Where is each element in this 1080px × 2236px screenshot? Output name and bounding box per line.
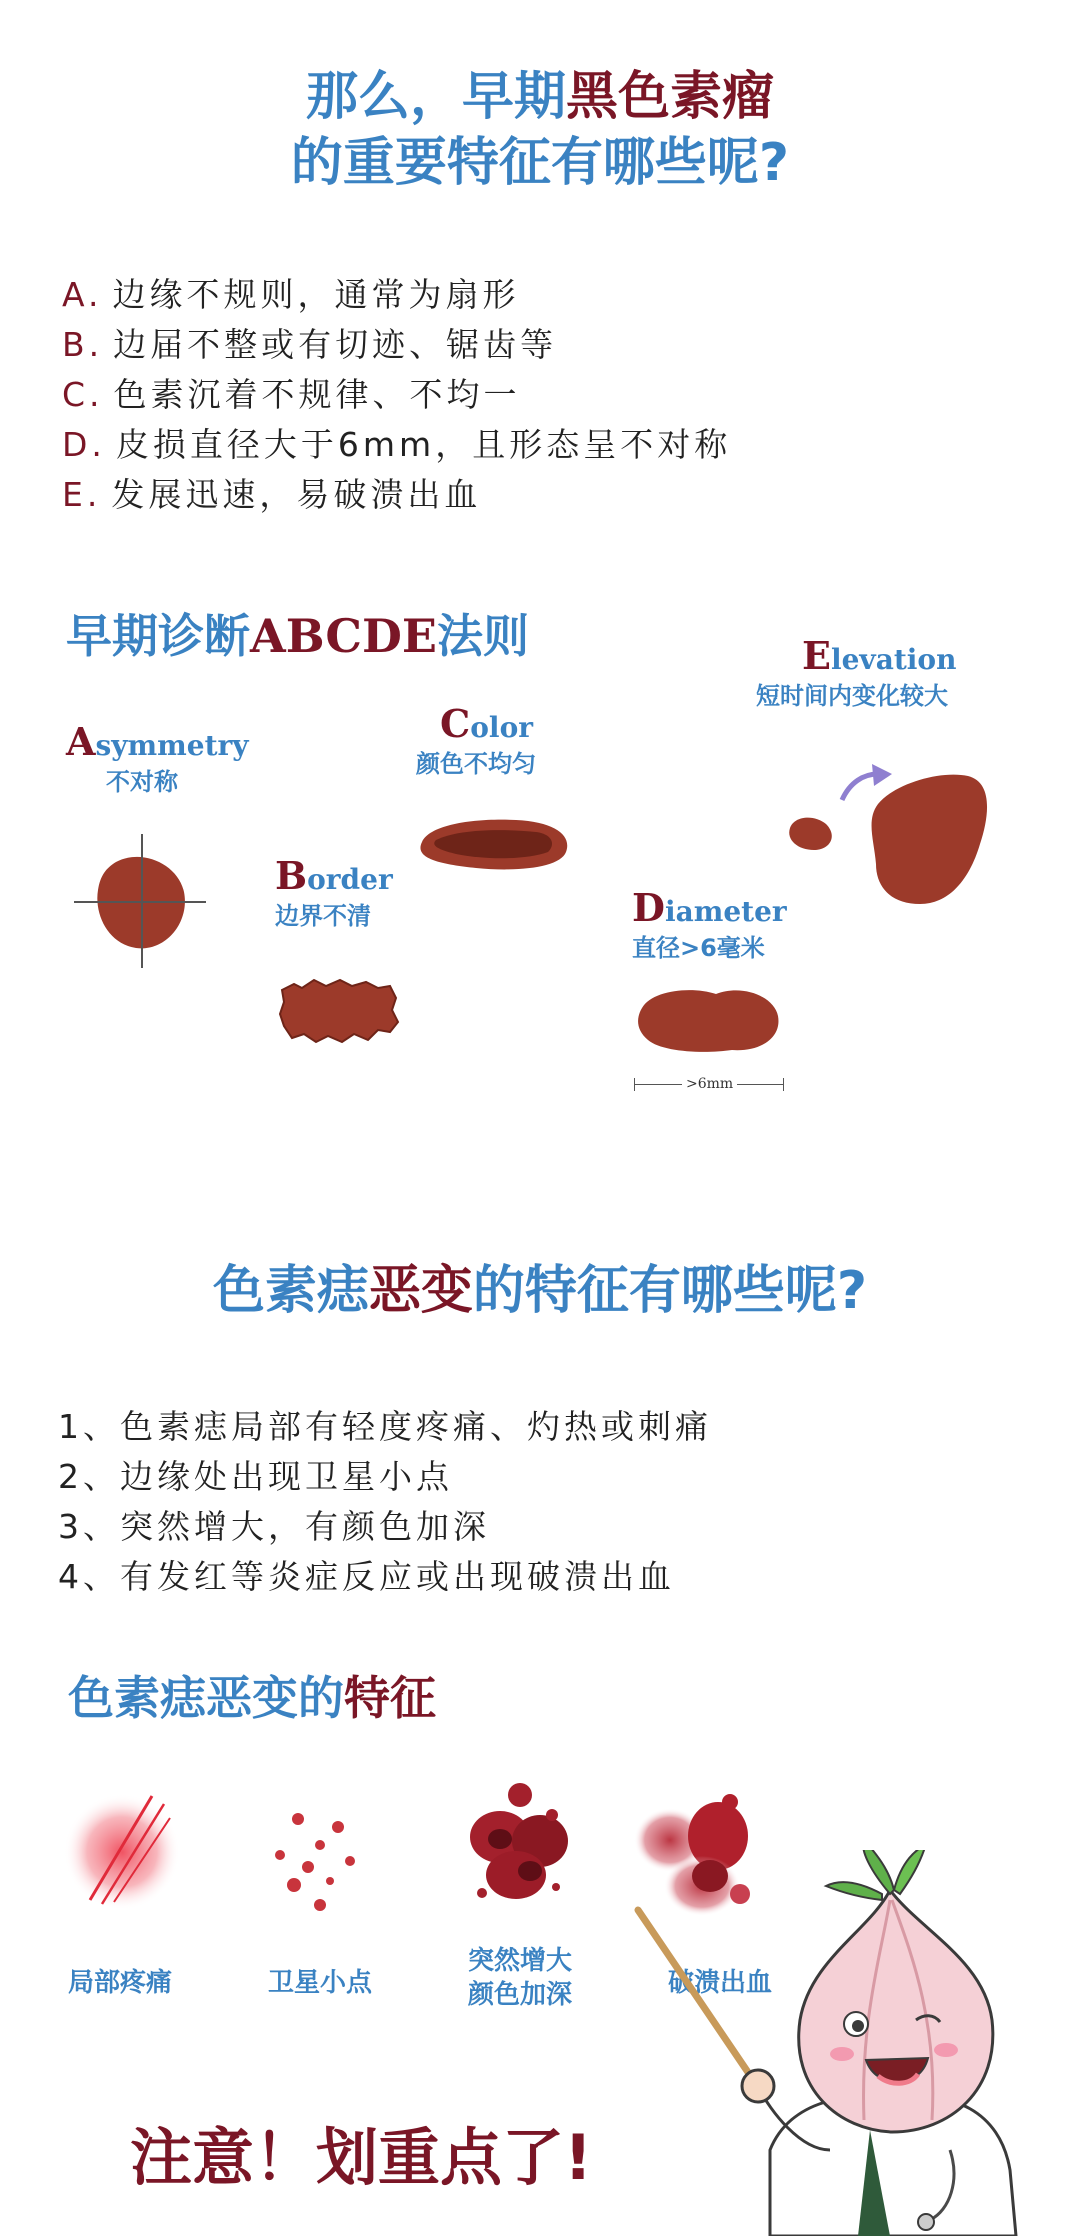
elevation-sub: 短时间内变化较大 — [756, 682, 948, 710]
list-item — [62, 370, 1022, 420]
notice-text: 注意！划重点了! — [130, 2121, 593, 2194]
color-lesion-icon — [416, 810, 576, 880]
diameter-lesion-icon — [632, 980, 792, 1070]
diameter-scale — [634, 1075, 784, 1095]
section2-title — [0, 1258, 1080, 1324]
scale-label: >6mm — [682, 1075, 737, 1093]
elevation-label — [756, 633, 957, 711]
section2-title-highlight: 恶变 — [368, 1261, 473, 1321]
feature-label-enlarge-line1: 突然增大 — [467, 1946, 572, 1976]
asymmetry-initial: A — [66, 719, 96, 764]
elevation-word: levation — [830, 643, 957, 676]
border-initial: B — [275, 853, 308, 898]
elevation-initial: E — [802, 633, 831, 678]
border-lesion-icon — [274, 972, 404, 1052]
list-item — [62, 320, 1022, 370]
list-letter: E. — [62, 475, 102, 514]
features-title — [68, 1662, 436, 1728]
title-highlight: 黑色素瘤 — [566, 67, 775, 127]
feature-label-satellite: 卫星小点 — [267, 1968, 372, 1998]
features-title-part1: 色素痣恶变的 — [68, 1671, 344, 1725]
asymmetry-word: symmetry — [95, 729, 249, 762]
scale-tick-left — [634, 1078, 635, 1091]
list-letter: A. — [62, 275, 103, 314]
list-letter: C. — [62, 375, 104, 414]
feature-label-enlarge-line2: 颜色加深 — [467, 1980, 572, 2010]
color-sub: 颜色不均匀 — [416, 750, 536, 778]
abcde-title-part1: 早期诊断 — [66, 609, 250, 663]
color-initial: C — [440, 701, 471, 746]
list-text: 皮损直径大于6mm，且形态呈不对称 — [115, 425, 732, 464]
list-letter: D. — [62, 425, 106, 464]
list-letter: B. — [62, 325, 104, 364]
feature-label-enlarge — [440, 1944, 600, 2012]
diameter-word: iameter — [664, 895, 787, 928]
features-title-highlight: 特征 — [344, 1671, 436, 1725]
title-prefix: 那么，早期 — [305, 67, 566, 127]
list-text: 色素沉着不规律、不均一 — [113, 375, 521, 414]
enlarge-darken-icon — [460, 1775, 580, 1935]
list-item — [62, 470, 1022, 520]
abcde-title-part2: 法则 — [437, 609, 529, 663]
diameter-sub: 直径>6毫米 — [632, 934, 765, 962]
border-label — [275, 853, 393, 931]
list-text: 发展迅速，易破溃出血 — [111, 475, 482, 514]
scale-tick-right — [783, 1078, 784, 1091]
abcde-illustration — [60, 620, 1020, 1120]
asymmetry-label — [66, 719, 249, 797]
section1-title-line2: 的重要特征有哪些呢? — [290, 133, 790, 193]
satellite-dots-icon — [260, 1805, 380, 1935]
diameter-initial: D — [632, 885, 665, 930]
section2-title-part2: 的特征有哪些呢? — [472, 1261, 868, 1321]
border-sub: 边界不清 — [275, 902, 371, 930]
list-item: 2、边缘处出现卫星小点 — [58, 1457, 453, 1496]
list-item: 3、突然增大，有颜色加深 — [58, 1507, 490, 1546]
section1-list — [62, 270, 1022, 520]
list-item: 4、有发红等炎症反应或出现破溃出血 — [58, 1557, 675, 1596]
list-text: 边缘不规则，通常为扇形 — [112, 275, 520, 314]
onion-doctor-mascot-icon — [620, 1850, 1080, 2236]
abcde-title-highlight: ABCDE — [250, 609, 437, 663]
list-text: 边届不整或有切迹、锯齿等 — [113, 325, 558, 364]
list-item — [62, 420, 1022, 470]
border-word: order — [307, 863, 393, 896]
elevation-lesion-icon — [780, 744, 1010, 914]
section2-list — [58, 1402, 1038, 1602]
asymmetry-sub: 不对称 — [106, 768, 178, 796]
color-word: olor — [470, 711, 533, 744]
pain-icon — [60, 1790, 190, 1920]
list-item: 1、色素痣局部有轻度疼痛、灼热或刺痛 — [58, 1407, 712, 1446]
color-label — [416, 701, 536, 779]
feature-label-bleeding: 破溃出血 — [667, 1968, 772, 1998]
section1-title-line1 — [0, 64, 1080, 130]
section2-title-part1: 色素痣 — [212, 1261, 369, 1321]
asymmetry-lesion-icon — [74, 830, 214, 970]
diameter-label — [632, 885, 787, 963]
feature-label-pain: 局部疼痛 — [67, 1968, 172, 1998]
list-item — [62, 270, 1022, 320]
